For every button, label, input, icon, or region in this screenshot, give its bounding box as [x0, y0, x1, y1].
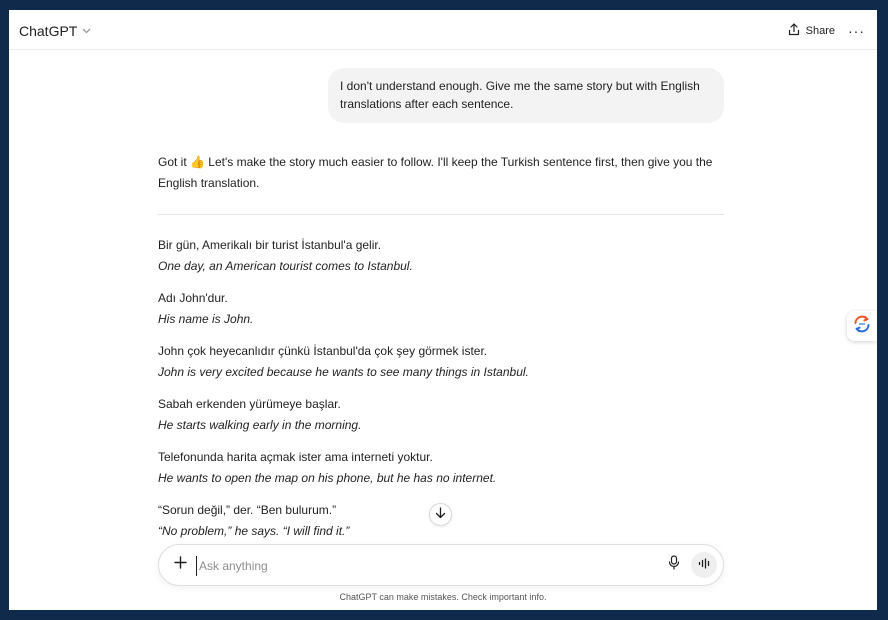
- turkish-sentence: Telefonunda harita açmak ister ama interneti yoktur.: [158, 450, 433, 464]
- sentence-pair: [158, 235, 726, 277]
- model-switcher[interactable]: [19, 20, 91, 42]
- english-translation: He wants to open the map on his phone, but he has no internet.: [158, 471, 497, 485]
- more-options-button[interactable]: [848, 20, 865, 42]
- sentence-pair: [158, 447, 726, 489]
- assistant-intro: Got it 👍 Let's make the story much easier to follow. I'll keep the Turkish sentence first, then give you the English translation.: [158, 155, 713, 190]
- turkish-sentence: Adı John'dur.: [158, 291, 228, 305]
- sentence-pair: [158, 341, 726, 383]
- scroll-to-bottom-button[interactable]: [429, 503, 452, 526]
- english-translation: One day, an American tourist comes to Istanbul.: [158, 259, 413, 273]
- divider: [158, 214, 724, 215]
- share-button[interactable]: [788, 20, 835, 42]
- sentence-pair: [158, 394, 726, 436]
- more-icon: ···: [848, 23, 865, 39]
- turkish-sentence: Bir gün, Amerikalı bir turist İstanbul'a gelir.: [158, 238, 382, 252]
- voice-mode-button[interactable]: [691, 552, 717, 578]
- share-icon: [788, 23, 800, 39]
- message-input[interactable]: [196, 556, 646, 576]
- turkish-sentence: Sabah erkenden yürümeye başlar.: [158, 397, 341, 411]
- sentence-pair: [158, 288, 726, 330]
- assistant-message: [158, 152, 726, 553]
- english-translation: He starts walking early in the morning.: [158, 418, 362, 432]
- model-name: ChatGPT: [19, 23, 78, 39]
- share-label: Share: [805, 25, 835, 37]
- add-attachment-button[interactable]: [170, 555, 190, 575]
- translate-widget-button[interactable]: [847, 311, 877, 341]
- english-translation: His name is John.: [158, 312, 254, 326]
- microphone-icon: [668, 555, 680, 575]
- plus-icon: [174, 556, 187, 574]
- disclaimer: ChatGPT can make mistakes. Check important info.: [339, 592, 547, 602]
- chevron-down-icon: [82, 26, 91, 37]
- top-bar: [9, 10, 877, 50]
- arrow-down-icon: [435, 506, 446, 524]
- dictate-button[interactable]: [664, 555, 684, 575]
- chat-window: [9, 10, 877, 610]
- composer: [158, 544, 724, 586]
- turkish-sentence: John çok heyecanlıdır çünkü İstanbul'da çok şey görmek ister.: [158, 344, 488, 358]
- voice-waveform-icon: [698, 556, 711, 574]
- english-translation: “No problem,” he says. “I will find it.”: [158, 524, 350, 538]
- refresh-arrows-icon: [852, 314, 872, 339]
- user-message: I don't understand enough. Give me the same story but with English translations after each sentence.: [328, 68, 724, 123]
- turkish-sentence: “Sorun değil,” der. “Ben bulurum.”: [158, 503, 337, 517]
- english-translation: John is very excited because he wants to see many things in Istanbul.: [158, 365, 529, 379]
